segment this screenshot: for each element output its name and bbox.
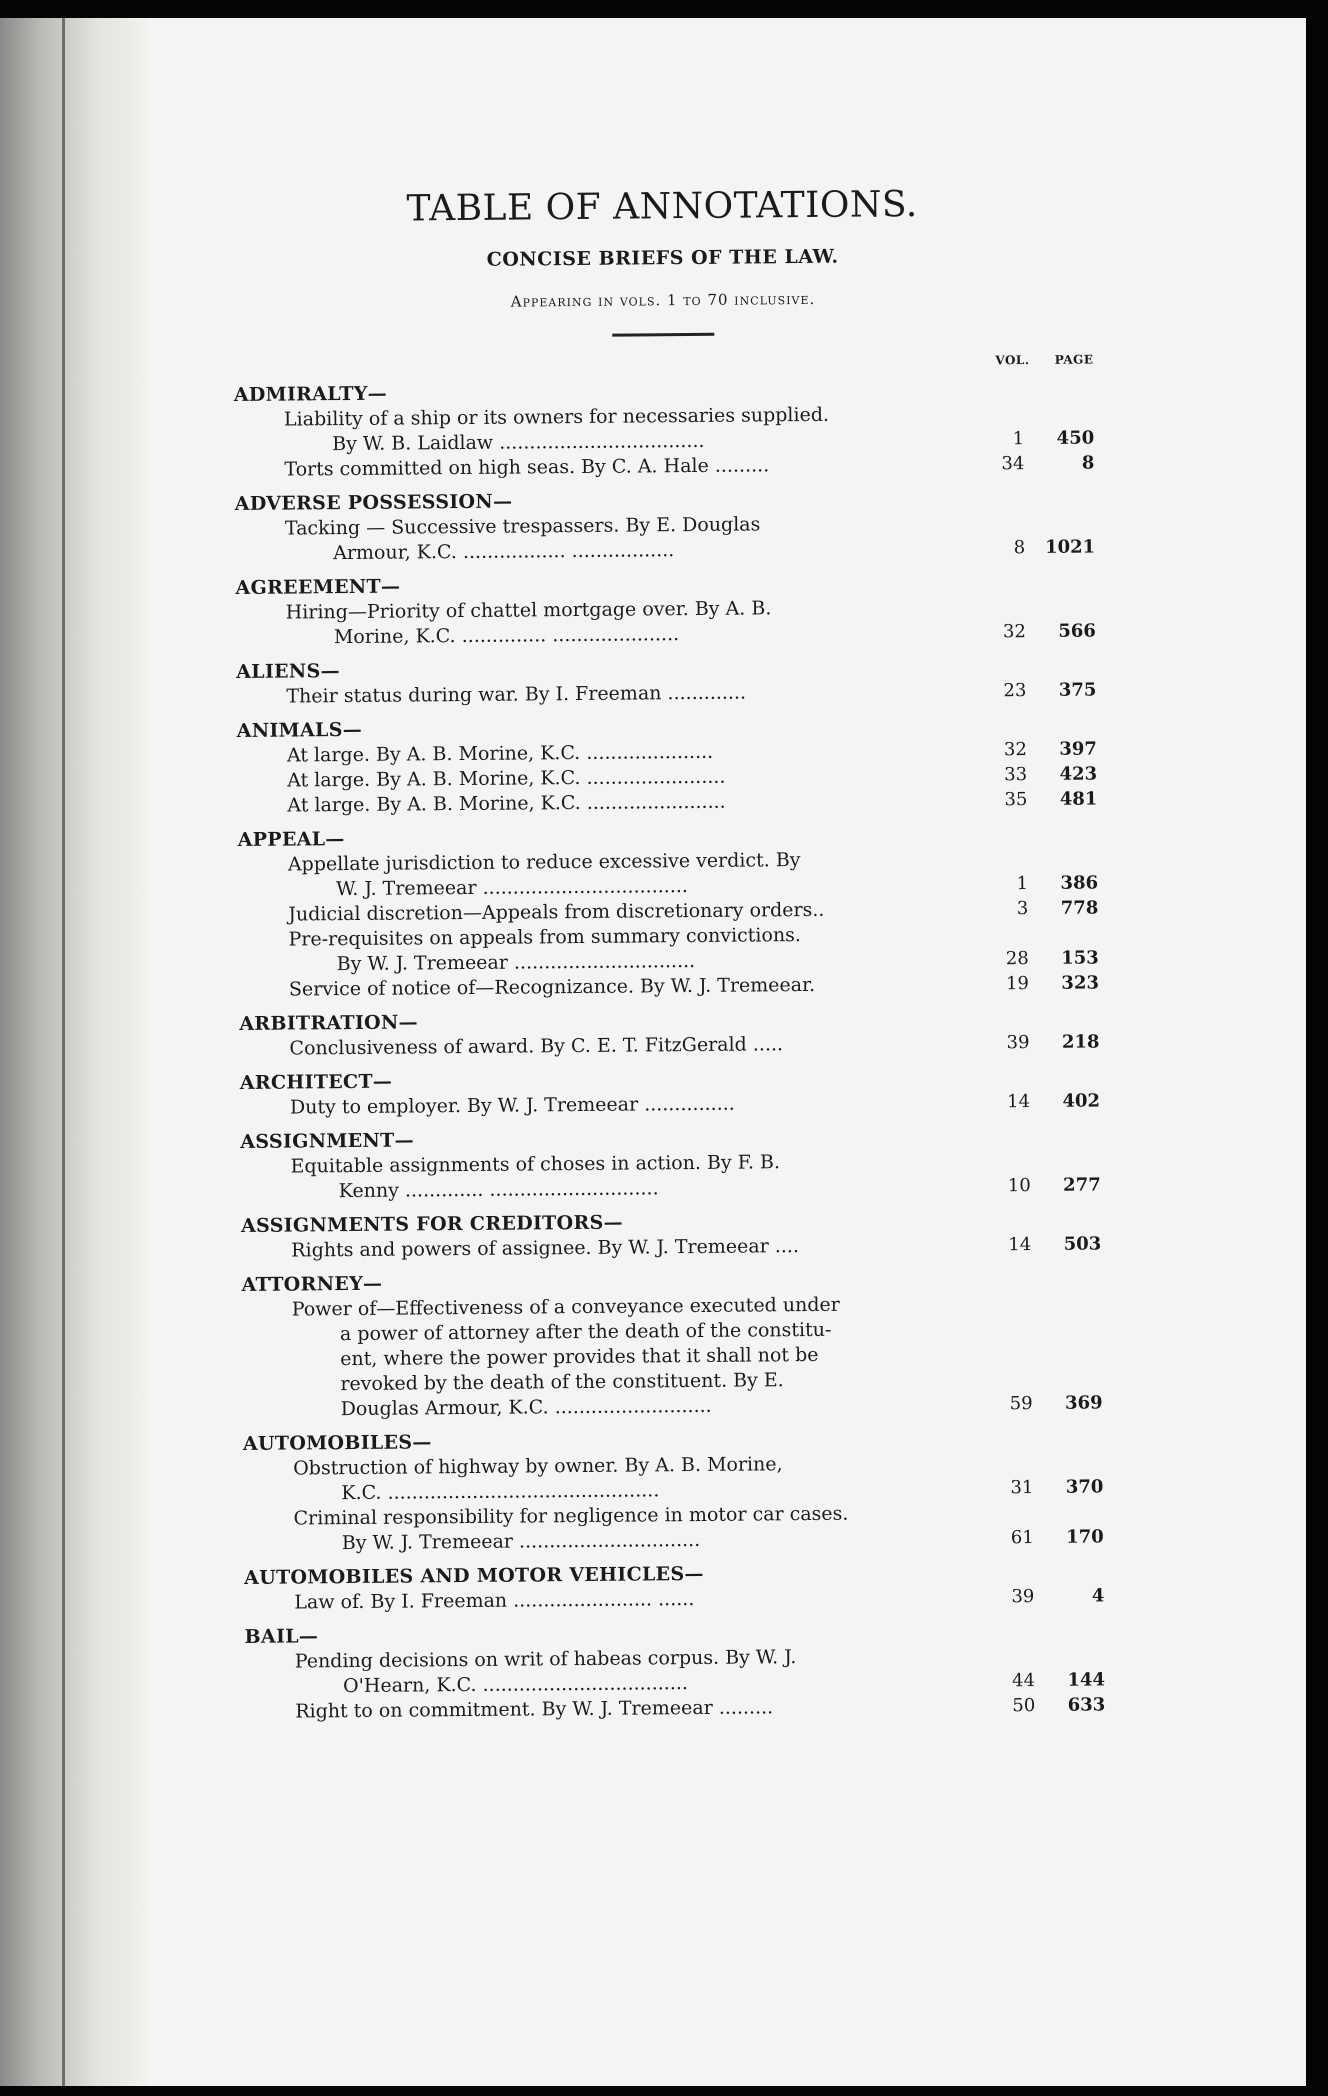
section-heading: ADMIRALTY— [233, 382, 388, 406]
entry-line: Equitable assignments of choses in action. By F. B. [290, 1151, 781, 1178]
entry-page: 370 [1065, 1476, 1104, 1498]
section-heading: AUTOMOBILES— [242, 1431, 432, 1455]
entry-page: 323 [1061, 972, 1100, 994]
entry-volume: 59 [1009, 1393, 1033, 1415]
entry-volume: 32 [1002, 621, 1026, 643]
entry-author-line: By W. B. Laidlaw .................................. [332, 429, 705, 456]
entry-volume: 8 [1013, 537, 1026, 559]
entry-author-line: By W. J. Tremeear .............................. [341, 1528, 701, 1555]
entry-line: Right to on commitment. By W. J. Tremeear ......... [295, 1696, 774, 1723]
entry-text [285, 510, 979, 566]
entry-page: 386 [1060, 872, 1099, 894]
entry-line: At large. By A. B. Morine, K.C. ....................... [287, 790, 726, 817]
entry-line: At large. By A. B. Morine, K.C. ..................... [286, 740, 714, 767]
entry-volume: 14 [1006, 1091, 1031, 1113]
entry-author-line: Kenny ............. ............................ [338, 1177, 659, 1203]
entry-page: 633 [1067, 1694, 1106, 1716]
annotation-entry [293, 1499, 1103, 1556]
entry-author-line: Armour, K.C. ................. ................. [333, 539, 675, 565]
entry-text [292, 1291, 987, 1422]
entry-text [287, 787, 981, 818]
entry-page: 778 [1060, 897, 1099, 919]
entry-page: 277 [1063, 1174, 1101, 1196]
entry-page: 423 [1059, 763, 1098, 785]
entry-volume: 34 [1001, 453, 1025, 475]
entry-author-line: K.C. ............................................. [341, 1479, 660, 1505]
section-heading: APPEAL— [237, 828, 345, 851]
entry-text [288, 846, 982, 902]
entry-volume: 32 [1003, 739, 1028, 761]
section-heading: BAIL— [244, 1625, 319, 1648]
section-heading: ASSIGNMENT— [240, 1129, 414, 1153]
entry-author-line: Douglas Armour, K.C. .......................... [340, 1394, 712, 1421]
entry-line: Obstruction of highway by owner. By A. B. Morine, [293, 1453, 783, 1480]
entry-page: 369 [1064, 1392, 1103, 1414]
entry-line: Tacking — Successive trespassers. By E. Douglas [284, 513, 761, 540]
entry-text [294, 1584, 988, 1615]
entry-volume: 33 [1004, 764, 1028, 786]
entry-line: Service of notice of—Recognizance. By W. J. Tremeear. [288, 973, 816, 1001]
entry-volume: 61 [1010, 1527, 1034, 1549]
entry-line: At large. By A. B. Morine, K.C. ....................... [287, 765, 726, 792]
entry-volume: 39 [1011, 1586, 1035, 1608]
entry-page: 402 [1062, 1090, 1101, 1112]
entry-volume: 39 [1006, 1032, 1030, 1054]
annotation-entry [293, 1449, 1103, 1506]
entry-page: 397 [1059, 738, 1098, 760]
entry-volume: 1 [1016, 873, 1029, 895]
section-heading: ARBITRATION— [239, 1011, 419, 1035]
section-heading: ATTORNEY— [241, 1272, 383, 1296]
entry-text [293, 1450, 987, 1506]
entry-continuation-line: a power of attorney after the death of the constitu- [339, 1318, 832, 1346]
entry-volume: 31 [1010, 1477, 1034, 1499]
entry-line: Pre-requisites on appeals from summary convictions. [288, 924, 802, 951]
entry-line: Hiring—Priority of chattel mortgage over. By A. B. [285, 597, 772, 624]
entry-line: Conclusiveness of award. By C. E. T. FitzGerald ..... [289, 1033, 784, 1060]
entry-text [293, 1500, 987, 1556]
entry-volume: 28 [1005, 948, 1029, 970]
annotation-entry [284, 400, 1094, 457]
section-heading: ADVERSE POSSESSION— [234, 490, 513, 515]
entry-line: Liability of a ship or its owners for necessaries supplied. [283, 403, 830, 431]
annotation-entry [285, 509, 1095, 566]
entry-line: Rights and powers of assignee. By W. J. Tremeear .... [291, 1235, 800, 1262]
entry-volume: 50 [1012, 1695, 1036, 1717]
entry-volume: 44 [1012, 1670, 1036, 1692]
entry-page: 8 [1081, 452, 1095, 474]
section-heading: ANIMALS— [236, 718, 363, 742]
entry-volume: 3 [1016, 898, 1029, 920]
entry-line: Judicial discretion—Appeals from discretionary orders.. [288, 898, 825, 926]
entry-volume: 10 [1007, 1175, 1031, 1197]
entry-line: Law of. By I. Freeman ....................... ...... [294, 1588, 695, 1614]
entry-author-line: W. J. Tremeear .................................. [336, 875, 688, 901]
entry-text [284, 451, 978, 482]
entry-text [290, 1148, 984, 1204]
entry-page: 1021 [1044, 536, 1096, 558]
book-gutter-line [62, 18, 65, 2086]
column-headers [233, 352, 1093, 374]
entry-page: 503 [1063, 1233, 1102, 1255]
entry-page: 218 [1061, 1031, 1100, 1053]
entry-text [289, 1030, 983, 1061]
annotation-entry [288, 920, 1098, 977]
entry-volume: 19 [1005, 973, 1030, 995]
entry-author-line: Morine, K.C. .............. ..................... [333, 623, 680, 649]
annotation-entry [292, 1290, 1103, 1422]
entry-text [291, 1232, 985, 1263]
entry-continuation-line: revoked by the death of the constituent. By E. [340, 1369, 784, 1396]
entry-line: Torts committed on high seas. By C. A. Hale ......... [284, 454, 770, 481]
page-column-header: PAGE [1054, 352, 1094, 367]
entry-text [284, 401, 978, 457]
entry-line: Their status during war. By I. Freeman ............. [286, 681, 747, 708]
entry-line: Power of—Effectiveness of a conveyance executed under [291, 1293, 840, 1321]
entry-page: 170 [1066, 1526, 1104, 1548]
annotation-entry [286, 593, 1096, 650]
entry-author-line: O'Hearn, K.C. .................................. [342, 1672, 689, 1698]
entry-text [288, 921, 982, 977]
volume-scope: Appearing in vols. 1 to 70 inclusive. [510, 289, 816, 311]
entry-text [286, 594, 980, 650]
book-spine-shadow [0, 18, 150, 2086]
section-heading: ALIENS— [236, 660, 340, 683]
vol-column-header: VOL. [995, 353, 1030, 368]
section-heading: AGREEMENT— [235, 575, 401, 599]
entry-text [295, 1643, 989, 1699]
annotation-entry [295, 1642, 1105, 1699]
entry-volume: 1 [1012, 428, 1025, 450]
entry-line: Appellate jurisdiction to reduce excessive verdict. By [287, 849, 801, 876]
entry-text [286, 678, 980, 709]
annotations-table [232, 182, 1105, 1724]
entry-line: Criminal responsibility for negligence in motor car cases. [293, 1502, 849, 1530]
entry-continuation-line: ent, where the power provides that it shall not be [340, 1343, 819, 1371]
entry-text [289, 971, 983, 1002]
entry-page: 144 [1067, 1669, 1106, 1691]
annotation-entry [288, 845, 1098, 902]
entry-page: 375 [1058, 679, 1097, 701]
section-heading: ASSIGNMENTS FOR CREDITORS— [240, 1211, 623, 1237]
entry-author-line: By W. J. Tremeear .............................. [336, 949, 696, 976]
entry-page: 566 [1058, 620, 1096, 642]
entry-volume: 35 [1004, 789, 1028, 811]
entry-volume: 23 [1003, 680, 1027, 702]
entry-volume: 14 [1008, 1234, 1032, 1256]
entry-page: 450 [1056, 427, 1095, 449]
sections-list [234, 374, 1106, 1724]
entry-line: Duty to employer. By W. J. Tremeear ............... [289, 1092, 735, 1119]
entry-page: 4 [1091, 1585, 1105, 1607]
entry-page: 481 [1059, 788, 1098, 810]
title-rule [612, 333, 714, 337]
entry-line: Pending decisions on writ of habeas corpus. By W. J. [294, 1646, 797, 1673]
page-title: TABLE OF ANNOTATIONS. [406, 184, 918, 230]
page-subtitle: CONCISE BRIEFS OF THE LAW. [486, 245, 839, 271]
entry-text [290, 1089, 984, 1120]
section-heading: AUTOMOBILES AND MOTOR VEHICLES— [244, 1562, 704, 1589]
section-heading: ARCHITECT— [239, 1070, 393, 1094]
annotation-entry [290, 1147, 1100, 1204]
entry-page: 153 [1061, 947, 1099, 969]
